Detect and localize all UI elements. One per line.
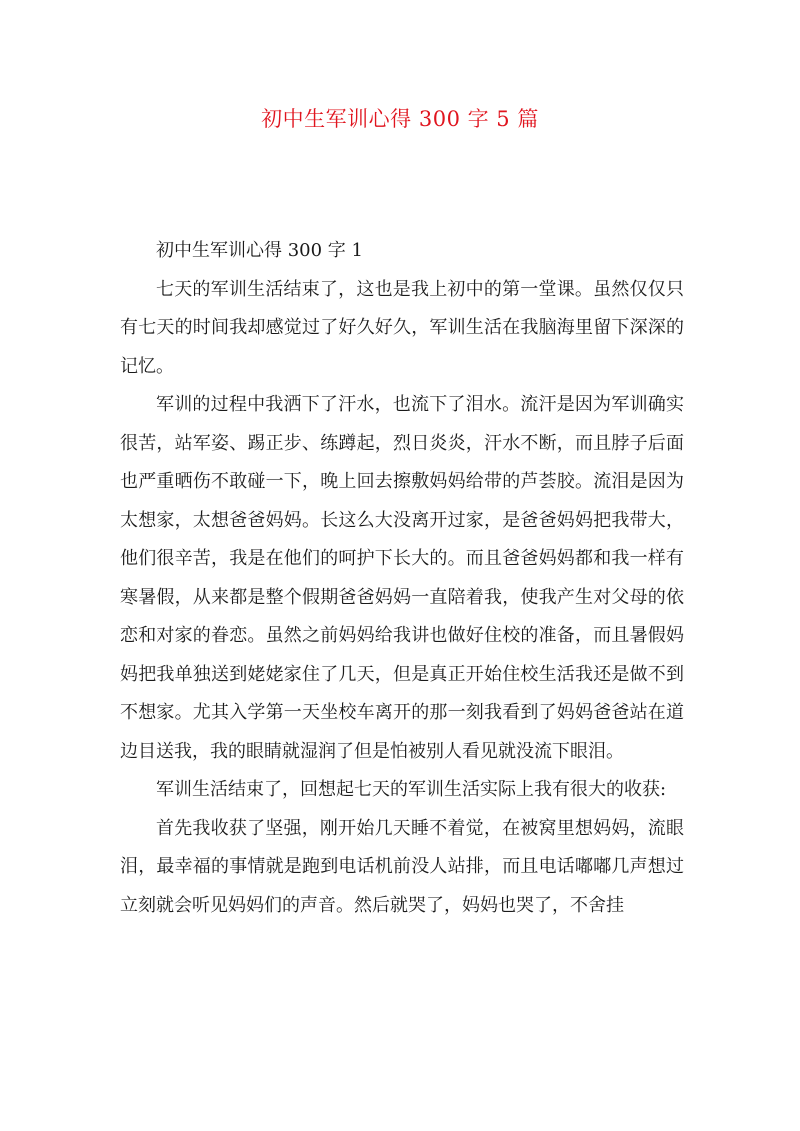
document-title: 初中生军训心得 300 字 5 篇	[261, 107, 539, 131]
paragraph-1: 七天的军训生活结束了，这也是我上初中的第一堂课。虽然仅仅只有七天的时间我却感觉过了好久好久，军训生活在我脑海里留下深深的记忆。	[120, 278, 684, 377]
document-body	[120, 232, 684, 925]
section-heading: 初中生军训心得 300 字 1	[156, 240, 363, 261]
paragraph-4: 首先我收获了坚强，刚开始几天睡不着觉，在被窝里想妈妈，流眼泪，最幸福的事情就是跑到电话机前没人站排，而且电话嘟嘟几声想过立刻就会听见妈妈们的声音。然后就哭了，妈妈也哭了，不舍挂	[120, 817, 684, 916]
paragraph-3: 军训生活结束了，回想起七天的军训生活实际上我有很大的收获:	[156, 779, 667, 800]
paragraph-2: 军训的过程中我洒下了汗水，也流下了泪水。流汗是因为军训确实很苦，站军姿、踢正步、练蹲起，烈日炎炎，汗水不断，而且脖子后面也严重晒伤不敢碰一下，晚上回去擦敷妈妈给带的芦荟胶。流泪是因为太想家，太想爸爸妈妈。长这么大没离开过家，是爸爸妈妈把我带大，他们很辛苦，我是在他们的呵护下长大的。而且爸爸妈妈都和我一样有寒暑假，从来都是整个假期爸爸妈妈一直陪着我，使我产生对父母的依恋和对家的眷恋。虽然之前妈妈给我讲也做好住校的准备，而且暑假妈妈把我单独送到姥姥家住了几天，但是真正开始住校生活我还是做不到不想家。尤其入学第一天坐校车离开的那一刻我看到了妈妈爸爸站在道边目送我，我的眼睛就湿润了但是怕被别人看见就没流下眼泪。	[120, 394, 684, 762]
